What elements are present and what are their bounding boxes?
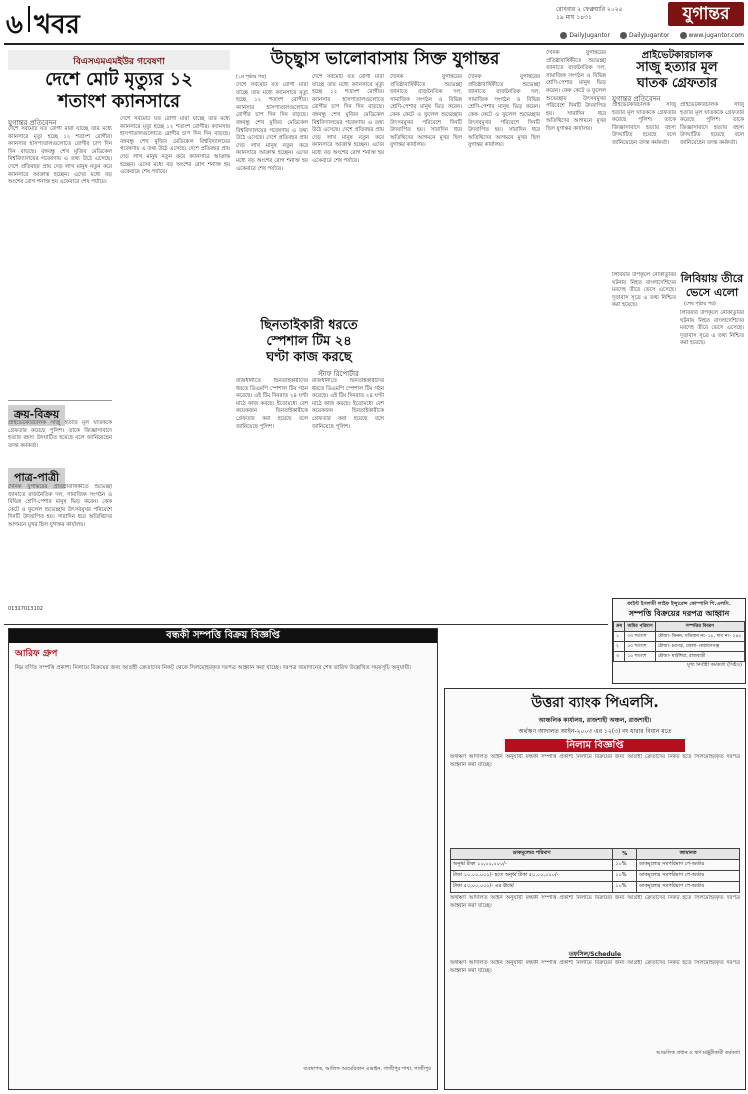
table-header: %: [613, 849, 637, 860]
twitter-link[interactable]: DailyJugantor: [620, 30, 670, 41]
table-header: ডাকমূল্যের পরিমাণ: [451, 849, 613, 860]
libya-headline-1: লিবিয়ায় তীরে: [680, 272, 744, 285]
date-line: রোববার ২ ফেব্রুয়ারি ২০২৫: [556, 6, 623, 13]
table-row: টাকা ১০,০০,০০১/- হতে অনূর্ধ্ব টাকা ৫০,০০,০০০/- ১০% ডাকমূল্যের সমপরিমাণ পে-অর্ডার: [451, 871, 740, 882]
center-headline: উচ্ছ্বাস ভালোবাসায় সিক্ত যুগান্তর: [270, 49, 500, 69]
classified-rule: [8, 400, 112, 401]
insurance-table: [613, 621, 745, 662]
lead-body-col1: দেশে সর্বমোট যত রোগী মারা যাচ্ছে তার মধ্যে ক্যানসারে মৃত্যু হচ্ছে ১২ শতাংশ রোগীর। ক্যানসার হাসপাতালগুলোতে রোগীর চাপ দিন দিন বাড়ছে। বঙ্গবন্ধু শেখ মুজিব মেডিকেল বিশ্ববিদ্যালয়ের গবেষণায় এ তথ্য উঠে এসেছে। দেশে প্রতিবছর প্রায় দেড় লাখ মানুষ নতুন করে ক্যানসারে আক্রান্ত হচ্ছেন। এদের মধ্যে বড় অংশের রোগ শনাক্ত হয় একেবারে শেষ পর্যায়ে।: [8, 126, 112, 186]
auction-ad-body-2: অর্থঋণ আদালত আইন অনুযায়ী বন্ধকী সম্পত্তি প্রকাশ্য নিলামে বিক্রয়ের জন্য আগ্রহী ক্রেতাদের নিকট হতে সিলমোহরকৃত দরপত্র আহ্বান করা যাচ্ছে।: [450, 895, 740, 909]
center-body-col3: দৈনিক যুগান্তরের প্রতিষ্ঠাবার্ষিকীতে শুভেচ্ছা জানাতে রাজনৈতিক দল, সামাজিক সংগঠন ও বিভিন্ন শ্রেণি-পেশার মানুষ ভিড় করেন। কেক কেটে ও ফুলেল শুভেচ্ছায় উৎসবমুখর পরিবেশে দিনটি উদযাপিত হয়। সারাদিন ধরে অতিথিদের আগমনে মুখর ছিল যুগান্তর কার্যালয়।: [546, 50, 606, 132]
page-number: ৬: [6, 10, 23, 40]
auction-ad: [444, 688, 746, 1090]
marriage-title: পাত্র-পাত্রী: [8, 468, 65, 489]
newspaper-logo: যুগান্তর: [668, 2, 744, 26]
website-link[interactable]: www.jugantor.com: [680, 30, 745, 41]
buysell-body: প্রাইভেটকারচালক সাজু হত্যার মূল ঘাতককে গ্রেফতার করেছে পুলিশ। তাকে জিজ্ঞাসাবাদে হত্যার রহস্য উদঘাটিত হয়েছে বলে জানিয়েছেন তদন্ত কর্মকর্তা।: [8, 420, 112, 449]
header-divider: [28, 6, 30, 32]
globe-icon: [680, 32, 687, 39]
table-row: ২ ৫০ শতাংশ মৌজা- চরগড়, জেলা- নারায়ণগঞ্জ: [614, 641, 745, 651]
facebook-link[interactable]: DailyJugantor: [560, 30, 610, 41]
mortgage-ad-bank: আরিফ গ্রুপ: [15, 649, 58, 659]
mortgage-ad-footer: ব্যবস্থাপক, আলিফ আমেরিকান এভাইন, গাজীপুর শাখা, গাজীপুর: [303, 1066, 431, 1072]
mid-body-col2: রাজধানীতে ছিনতাইকারীদের ধরতে ডিএমপি স্পেশাল টিম গঠন করেছে। এই টিম দিনরাত ২৪ ঘণ্টা মাঠে কাজ করছে। ইতোমধ্যে বেশ কয়েকজন ছিনতাইকারীকে গ্রেফতার করা হয়েছে বলে জানিয়েছে পুলিশ।: [312, 378, 384, 430]
mid-body-col1: রাজধানীতে ছিনতাইকারীদের ধরতে ডিএমপি স্পেশাল টিম গঠন করেছে। এই টিম দিনরাত ২৪ ঘণ্টা মাঠে কাজ করছে। ইতোমধ্যে বেশ কয়েকজন ছিনতাইকারীকে গ্রেফতার করা হয়েছে বলে জানিয়েছে পুলিশ।: [236, 378, 308, 430]
table-row: ৩ ১৫ শতাংশ মৌজা- ঘাটশিয়া, রাজবাড়ী: [614, 651, 745, 661]
auction-ad-bank: উত্তরা ব্যাংক পিএলসি.: [531, 695, 659, 711]
lead-headline-1: দেশে মোট মৃত্যুর ১২: [45, 69, 193, 90]
twitter-icon: [620, 32, 627, 39]
libya-continued: (শেষ পৃষ্ঠার পর): [684, 301, 716, 307]
social-links: [400, 30, 744, 41]
marriage-body: দৈনিক যুগান্তরের প্রতিষ্ঠাবার্ষিকীতে শুভেচ্ছা জানাতে রাজনৈতিক দল, সামাজিক সংগঠন ও বিভিন্ন শ্রেণি-পেশার মানুষ ভিড় করেন। কেক কেটে ও ফুলেল শুভেচ্ছায় উৎসবমুখর পরিবেশে দিনটি উদযাপিত হয়। সারাদিন ধরে অতিথিদের আগমনে মুখর ছিল যুগান্তর কার্যালয়।: [8, 484, 112, 528]
center-body-col1: দৈনিক যুগান্তরের প্রতিষ্ঠাবার্ষিকীতে শুভেচ্ছা জানাতে রাজনৈতিক দল, সামাজিক সংগঠন ও বিভিন্ন শ্রেণি-পেশার মানুষ ভিড় করেন। কেক কেটে ও ফুলেল শুভেচ্ছায় উৎসবমুখর পরিবেশে দিনটি উদযাপিত হয়। সারাদিন ধরে অতিথিদের আগমনে মুখর ছিল যুগান্তর কার্যালয়।: [390, 74, 462, 149]
lead-continued-col2: দেশে সর্বমোট যত রোগী মারা যাচ্ছে তার মধ্যে ক্যানসারে মৃত্যু হচ্ছে ১২ শতাংশ রোগীর। ক্যানসার হাসপাতালগুলোতে রোগীর চাপ দিন দিন বাড়ছে। বঙ্গবন্ধু শেখ মুজিব মেডিকেল বিশ্ববিদ্যালয়ের গবেষণায় এ তথ্য উঠে এসেছে। দেশে প্রতিবছর প্রায় দেড় লাখ মানুষ নতুন করে ক্যানসারে আক্রান্ত হচ্ছেন। এদের মধ্যে বড় অংশের রোগ শনাক্ত হয় একেবারে শেষ পর্যায়ে।: [312, 74, 384, 164]
mid-byline: স্টাফ রিপোর্টার: [318, 370, 359, 378]
libya-body-col1: লিবিয়ার উপকূলে নৌকাডুবির ঘটনায় নিহত বাংলাদেশিদের মরদেহ তীরে ভেসে এসেছে। দূতাবাস সূত্রে এ তথ্য নিশ্চিত করা হয়েছে।: [612, 272, 676, 309]
lead-continued-col1: দেশে সর্বমোট যত রোগী মারা যাচ্ছে তার মধ্যে ক্যানসারে মৃত্যু হচ্ছে ১২ শতাংশ রোগীর। ক্যানসার হাসপাতালগুলোতে রোগীর চাপ দিন দিন বাড়ছে। বঙ্গবন্ধু শেখ মুজিব মেডিকেল বিশ্ববিদ্যালয়ের গবেষণায় এ তথ্য উঠে এসেছে। দেশে প্রতিবছর প্রায় দেড় লাখ মানুষ নতুন করে ক্যানসারে আক্রান্ত হচ্ছেন। এদের মধ্যে বড় অংশের রোগ শনাক্ত হয় একেবারে শেষ পর্যায়ে।: [236, 82, 308, 172]
auction-schedule-body: অর্থঋণ আদালত আইন অনুযায়ী বন্ধকী সম্পত্তি প্রকাশ্য নিলামে বিক্রয়ের জন্য আগ্রহী ক্রেতাদের নিকট হতে সিলমোহরকৃত দরপত্র আহ্বান করা যাচ্ছে।: [450, 960, 740, 974]
insurance-company: ফাইন্ট ইসলামী লাইফ ইন্স্যুরেন্স কোম্পানি পি.এলসি.: [627, 601, 731, 607]
table-header: জামানত: [637, 849, 740, 860]
table-header: জমির পরিমাণ: [625, 621, 655, 631]
lead-headline-2: শতাংশ ক্যানসারে: [57, 91, 181, 112]
lead-byline: যুগান্তর প্রতিবেদন: [8, 119, 57, 127]
classified-phone: 01317013102: [8, 606, 43, 612]
right-kicker: প্রাইভেটকারচালক: [641, 50, 713, 61]
right-headline-2: ঘাতক গ্রেফতার: [636, 76, 718, 91]
auction-ad-law: অর্থঋণ আদালত আইন-২০০৩ এর ১২(৩) নং ধারার বিধান মতে: [518, 728, 672, 735]
lead-kicker: বিএসএমএমইউর গবেষণা: [73, 57, 165, 67]
libya-headline-2: ভেসে এলো: [685, 286, 739, 299]
table-header: সম্পত্তির বিবরণ: [655, 621, 744, 631]
auction-ad-office: আঞ্চলিক কার্যালয়, রাজশাহী অঞ্চল, রাজশাহী।: [538, 717, 652, 724]
mortgage-ad-title: বন্ধকী সম্পত্তি বিক্রয় বিজ্ঞপ্তি: [9, 629, 437, 643]
lead-continued: (১ম পৃষ্ঠার পর): [236, 74, 267, 80]
right-byline: যুগান্তর প্রতিবেদন: [612, 95, 661, 103]
right-headline-1: সাজু হত্যার মূল: [636, 60, 718, 75]
insurance-signature: মুখ্য নির্বাহী কর্মকর্তা (সিইও): [687, 661, 742, 668]
insurance-ad: [612, 598, 746, 684]
mid-headline-1: ছিনতাইকারী ধরতে: [260, 318, 358, 333]
right-body-col1: প্রাইভেটকারচালক সাজু হত্যার মূল ঘাতককে গ্রেফতার করেছে পুলিশ। তাকে জিজ্ঞাসাবাদে হত্যার রহস্য উদঘাটিত হয়েছে বলে জানিয়েছেন তদন্ত কর্মকর্তা।: [612, 102, 676, 146]
right-body-col2: প্রাইভেটকারচালক সাজু হত্যার মূল ঘাতককে গ্রেফতার করেছে পুলিশ। তাকে জিজ্ঞাসাবাদে হত্যার রহস্য উদঘাটিত হয়েছে বলে জানিয়েছেন তদন্ত কর্মকর্তা।: [680, 102, 744, 146]
mortgage-ad-body: নিম্ন বর্ণিত সম্পত্তি প্রকাশ্য নিলামে বিক্রয়ের জন্য আগ্রহী ক্রেতাদের নিকট থেকে সিলমোহরকৃত দরপত্র আহ্বান করা যাচ্ছে। দরপত্র জমাদানের শেষ তারিখ উল্লেখিত সময়সূচি অনুযায়ী।: [15, 665, 412, 671]
lead-body-col2: দেশে সর্বমোট যত রোগী মারা যাচ্ছে তার মধ্যে ক্যানসারে মৃত্যু হচ্ছে ১২ শতাংশ রোগীর। ক্যানসার হাসপাতালগুলোতে রোগীর চাপ দিন দিন বাড়ছে। বঙ্গবন্ধু শেখ মুজিব মেডিকেল বিশ্ববিদ্যালয়ের গবেষণায় এ তথ্য উঠে এসেছে। দেশে প্রতিবছর প্রায় দেড় লাখ মানুষ নতুন করে ক্যানসারে আক্রান্ত হচ্ছেন। এদের মধ্যে বড় অংশের রোগ শনাক্ত হয় একেবারে শেষ পর্যায়ে।: [120, 116, 230, 176]
date-line-bengali: ১৯ মাঘ ১৪৩১: [556, 14, 592, 21]
buysell-title: ক্রয়-বিক্রয়: [8, 405, 65, 426]
lead-kicker-band: [8, 50, 230, 70]
mid-headline-2: স্পেশাল টিম ২৪: [266, 334, 352, 349]
table-header: ক্রম: [614, 621, 625, 631]
section-rule: [4, 624, 608, 625]
auction-table: [450, 848, 740, 893]
mid-headline-3: ঘণ্টা কাজ করছে: [266, 350, 352, 365]
auction-ad-title: নিলাম বিজ্ঞপ্তি: [505, 739, 685, 752]
section-title: খবর: [34, 10, 80, 40]
libya-body-col2: লিবিয়ার উপকূলে নৌকাডুবির ঘটনায় নিহত বাংলাদেশিদের মরদেহ তীরে ভেসে এসেছে। দূতাবাস সূত্রে এ তথ্য নিশ্চিত করা হয়েছে।: [680, 310, 744, 347]
table-row: টাকা ৫০,০০,০০১/- এর ঊর্ধ্বে ১০% ডাকমূল্যের সমপরিমাণ পে-অর্ডার: [451, 882, 740, 893]
facebook-icon: [560, 32, 567, 39]
center-body-col2: দৈনিক যুগান্তরের প্রতিষ্ঠাবার্ষিকীতে শুভেচ্ছা জানাতে রাজনৈতিক দল, সামাজিক সংগঠন ও বিভিন্ন শ্রেণি-পেশার মানুষ ভিড় করেন। কেক কেটে ও ফুলেল শুভেচ্ছায় উৎসবমুখর পরিবেশে দিনটি উদযাপিত হয়। সারাদিন ধরে অতিথিদের আগমনে মুখর ছিল যুগান্তর কার্যালয়।: [468, 74, 540, 149]
mortgage-ad: [8, 628, 438, 1090]
table-row: ১ ৩৩ শতাংশ মৌজা- ডিনন, খতিয়ান নং- ১৮, দাগ নং- ২৪৫: [614, 631, 745, 641]
auction-schedule-title: তফসিল/Schedule: [568, 951, 622, 958]
insurance-ad-title: সম্পত্তি বিক্রয়ের দরপত্র আহ্বান: [628, 608, 730, 618]
header-rule: [4, 43, 744, 45]
table-row: অনূর্ধ্ব টাকা ১০,০০,০০০/- ১০% ডাকমূল্যের সমপরিমাণ পে-অর্ডার: [451, 860, 740, 871]
auction-ad-body: অর্থঋণ আদালত আইন অনুযায়ী বন্ধকী সম্পত্তি প্রকাশ্য নিলামে বিক্রয়ের জন্য আগ্রহী ক্রেতাদের নিকট হতে সিলমোহরকৃত দরপত্র আহ্বান করা যাচ্ছে।: [450, 754, 740, 768]
auction-signature: আঞ্চলিক প্রধান ও ঋণ মঞ্জুরীকারী কর্মকর্তা: [656, 1050, 740, 1056]
